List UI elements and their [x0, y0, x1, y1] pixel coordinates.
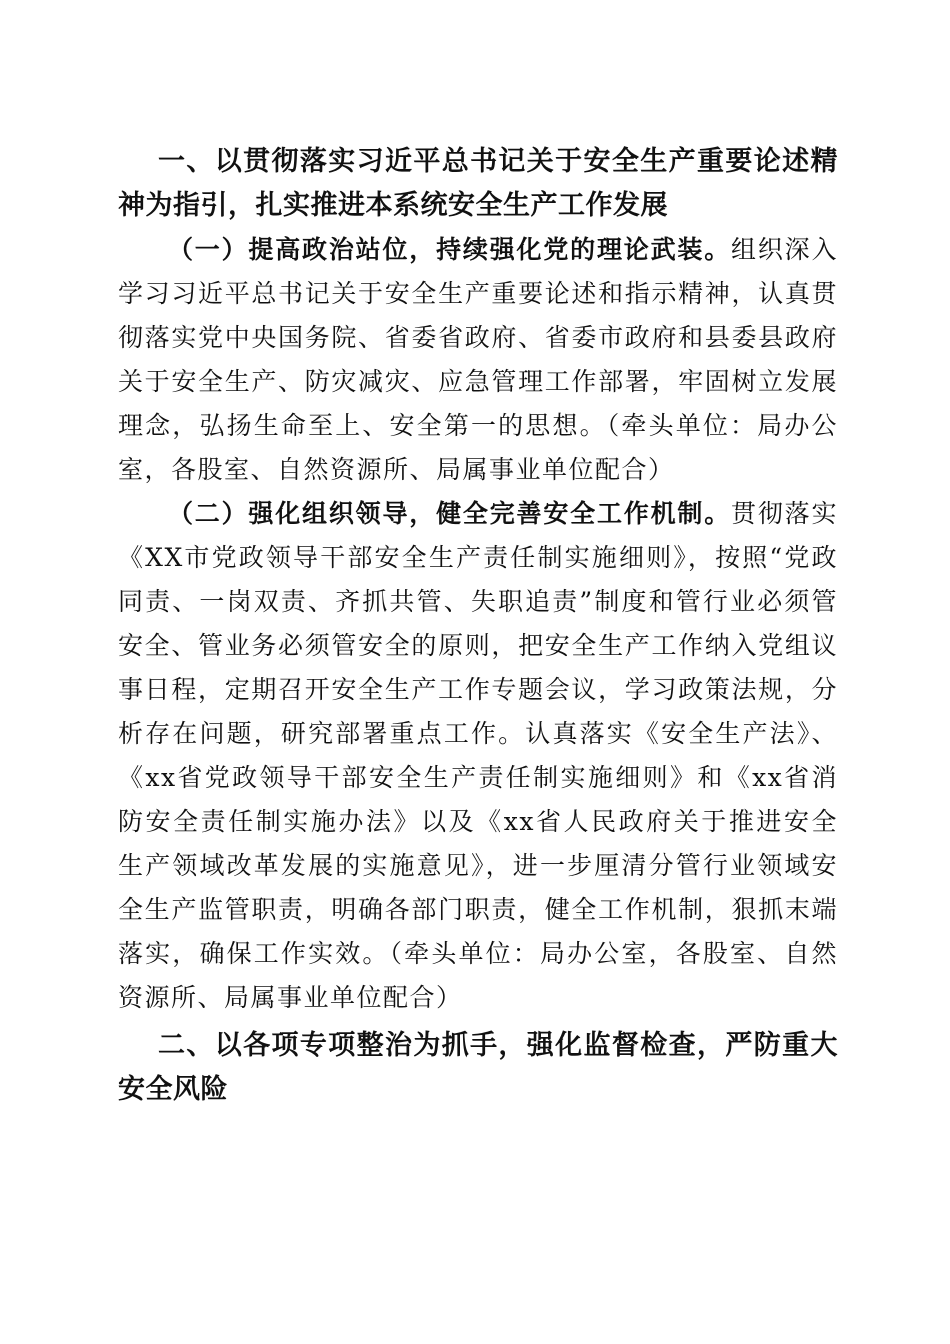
document-page — [118, 140, 838, 1112]
item-1-lead: （一）提高政治站位，持续强化党的理论武装。 — [168, 235, 732, 264]
section-1-item-1 — [118, 228, 838, 492]
item-1-body: 组织深入学习习近平总书记关于安全生产重要论述和指示精神，认真贯彻落实党中央国务院、省委省政府、省委市政府和县委县政府关于安全生产、防灾减灾、应急管理工作部署，牢固树立发展理念，弘扬生命至上、安全第一的思想。（牵头单位：局办公室，各股室、自然资源所、局属事业单位配合） — [118, 235, 838, 484]
item-2-lead: （二）强化组织领导，健全完善安全工作机制。 — [168, 499, 732, 528]
section-2-heading: 二、以各项专项整治为抓手，强化监督检查，严防重大安全风险 — [118, 1030, 838, 1105]
section-1-item-2 — [118, 492, 838, 1020]
section-1-heading: 一、以贯彻落实习近平总书记关于安全生产重要论述精神为指引，扎实推进本系统安全生产工作发展 — [118, 146, 838, 221]
item-2-body: 贯彻落实《XX市党政领导干部安全生产责任制实施细则》，按照“党政同责、一岗双责、齐抓共管、失职追责”制度和管行业必须管安全、管业务必须管安全的原则，把安全生产工作纳入党组议事日程，定期召开安全生产工作专题会议，学习政策法规，分析存在问题，研究部署重点工作。认真落实《安全生产法》、《xx省党政领导干部安全生产责任制实施细则》和《xx省消防安全责任制实施办法》以及《xx省人民政府关于推进安全生产领域改革发展的实施意见》，进一步厘清分管行业领域安全生产监管职责，明确各部门职责，健全工作机制，狠抓末端落实，确保工作实效。（牵头单位：局办公室，各股室、自然资源所、局属事业单位配合） — [118, 499, 838, 1012]
